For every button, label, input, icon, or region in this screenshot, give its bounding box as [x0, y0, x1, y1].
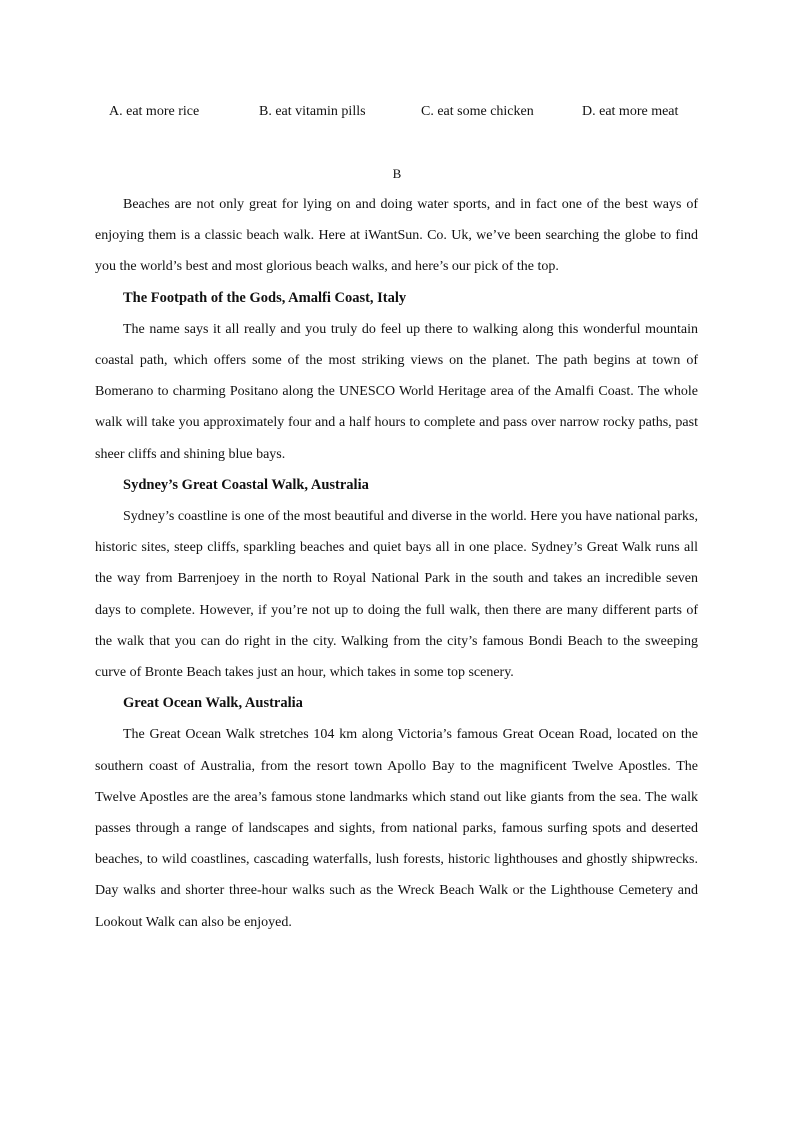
section-heading-amalfi: The Footpath of the Gods, Amalfi Coast, Italy [123, 289, 407, 306]
intro-paragraph: Beaches are not only great for lying on and doing water sports, and in fact one of the best ways of enjoying them is a classic beach walk. Here at iWantSun. Co. Uk, we’ve been searching the globe to find you the world’s best and most glorious beach walks, and here’s our pick of the top. [95, 197, 698, 275]
option-b: B. eat vitamin pills [259, 104, 366, 119]
passage-body [95, 189, 698, 938]
section-paragraph-great-ocean: The Great Ocean Walk stretches 104 km along Victoria’s famous Great Ocean Road, located on the southern coast of Australia, from the resort town Apollo Bay to the magnificent Twelve Apostles. The Twelve Apostles are the area’s famous stone landmarks which stand out like giants from the sea. The walk passes through a range of landscapes and sights, from national parks, famous surfing spots and deserted beaches, to wild coastlines, cascading waterfalls, lush forests, historic lighthouses and ghostly shipwrecks. Day walks and shorter three-hour walks such as the Wreck Beach Walk or the Lighthouse Cemetery and Lookout Walk can also be enjoyed. [95, 727, 698, 930]
section-paragraph-amalfi: The name says it all really and you truly do feel up there to walking along this wonderful mountain coastal path, which offers some of the most striking views on the planet. The path begins at town of Bomerano to charming Positano along the UNESCO World Heritage area of the Amalfi Coast. The whole walk will take you approximately four and a half hours to complete and pass over narrow rocky paths, past sheer cliffs and shining blue bays. [95, 321, 698, 462]
section-paragraph-sydney: Sydney’s coastline is one of the most beautiful and diverse in the world. Here you have national parks, historic sites, steep cliffs, sparkling beaches and quiet bays all in one place. Sydney’s Great Walk runs all the way from Barrenjoey in the north to Royal National Park in the south and takes an incredible seven days to complete. However, if you’re not up to doing the full walk, then there are many different parts of the walk that you can do right in the city. Walking from the city’s famous Bondi Beach to the sweeping curve of Bronte Beach takes just an hour, which takes in some top scenery. [95, 509, 698, 681]
section-letter: B [392, 166, 402, 181]
section-heading-sydney: Sydney’s Great Coastal Walk, Australia [123, 476, 369, 493]
option-d: D. eat more meat [582, 104, 679, 119]
option-a: A. eat more rice [109, 104, 200, 119]
option-c: C. eat some chicken [421, 104, 534, 119]
answer-options [0, 102, 794, 122]
section-heading-great-ocean: Great Ocean Walk, Australia [123, 695, 303, 712]
